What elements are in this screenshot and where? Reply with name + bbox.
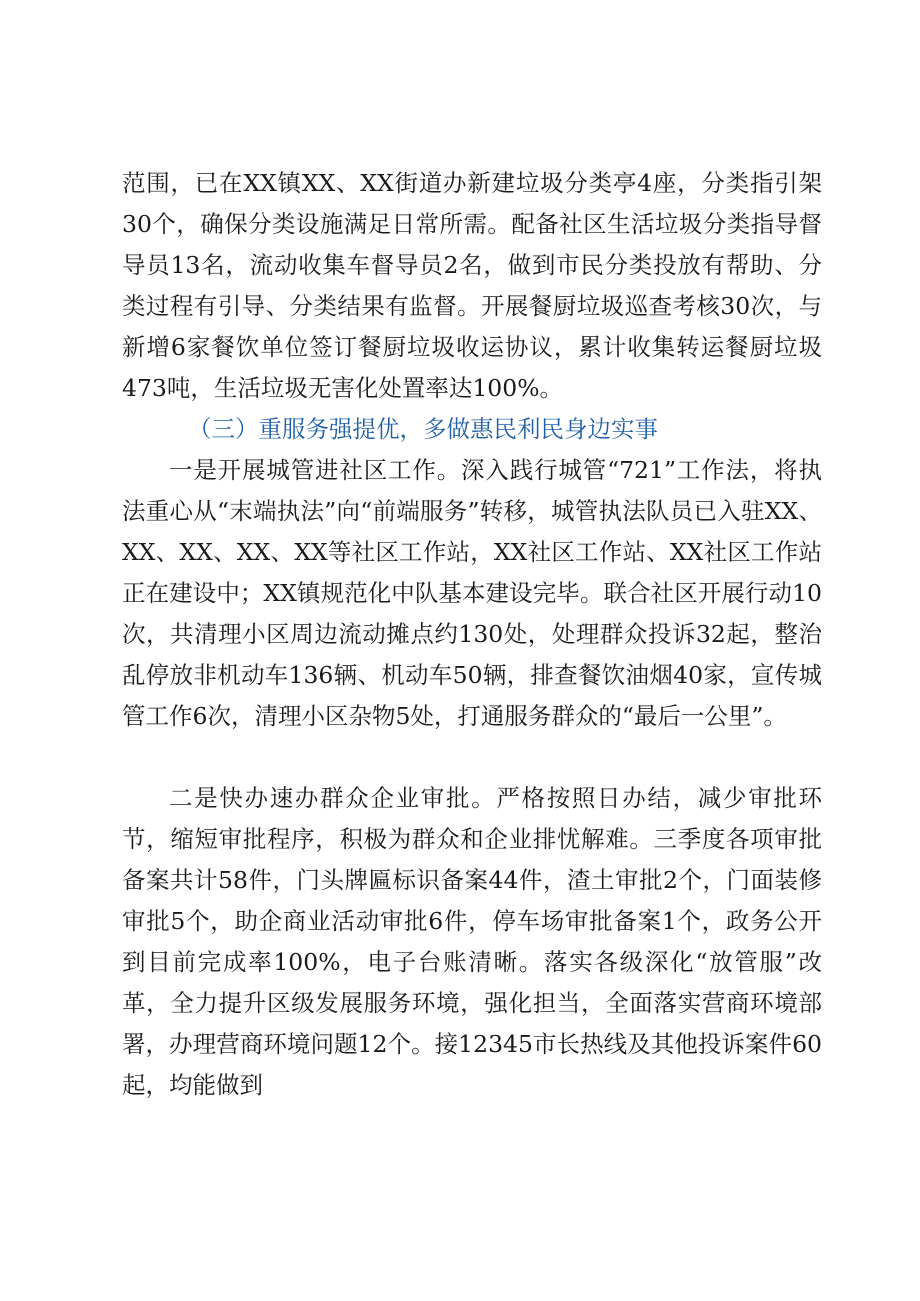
section-heading-3: （三）重服务强提优，多做惠民利民身边实事 (188, 415, 658, 443)
paragraph-community-enforcement: 一是开展城管进社区工作。深入践行城管“721”工作法，将执法重心从“末端执法”向“前端服务”转移，城管执法队员已入驻XX、XX、XX、XX、XX等社区工作站，XX社区工作站、XX社区工作站正在建设中；XX镇规范化中队基本建设完毕。联合社区开展行动10次，共清理小区周边流动摊点约130处，处理群众投诉32起，整治乱停放非机动车136辆、机动车50辆，排查餐饮油烟40家，宣传城管工作6次，清理小区杂物5处，打通服务群众的“最后一公里”。 (122, 456, 822, 730)
paragraph-spacer (122, 737, 822, 778)
paragraph-approvals: 二是快办速办群众企业审批。严格按照日办结，减少审批环节，缩短审批程序，积极为群众和企业排忧解难。三季度各项审批备案共计58件，门头牌匾标识备案44件，渣土审批2个，门面装修审批5个，助企商业活动审批6件，停车场审批备案1个，政务公开到目前完成率100%，电子台账清晰。落实各级深化“放管服”改革，全力提升区级发展服务环境，强化担当，全面落实营商环境部署，办理营商环境问题12个。接12345市长热线及其他投诉案件60起，均能做到 (122, 784, 822, 1099)
document-body (122, 163, 822, 1106)
paragraph-waste-sorting: 范围，已在XX镇XX、XX街道办新建垃圾分类亭4座，分类指引架30个，确保分类设施满足日常所需。配备社区生活垃圾分类指导督导员13名，流动收集车督导员2名，做到市民分类投放有帮助、分类过程有引导、分类结果有监督。开展餐厨垃圾巡查考核30次，与新增6家餐饮单位签订餐厨垃圾收运协议，累计收集转运餐厨垃圾473吨，生活垃圾无害化处置率达100%。 (122, 169, 822, 402)
